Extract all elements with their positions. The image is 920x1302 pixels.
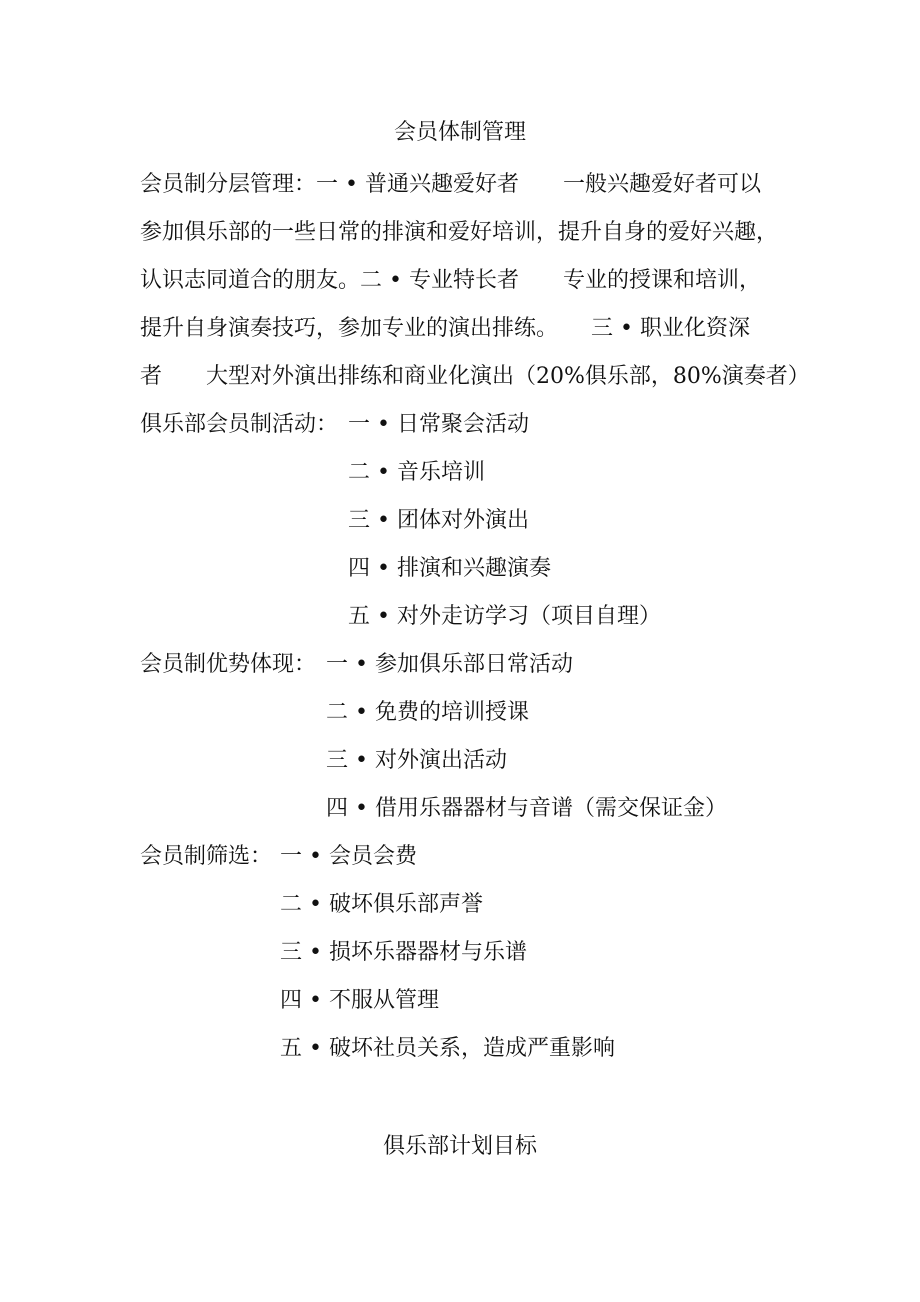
list-item: 五 • 对外走访学习（项目自理） [348, 604, 661, 629]
list-item: 二 • 免费的培训授课 [326, 700, 529, 725]
paragraph-line: 提升自身演奏技巧，参加专业的演出排练。 三 • 职业化资深 [140, 316, 750, 341]
list-item: 四 • 不服从管理 [280, 988, 439, 1013]
section-heading: 俱乐部计划目标 [382, 1134, 537, 1159]
paragraph-line: 参加俱乐部的一些日常的排演和爱好培训，提升自身的爱好兴趣， [140, 220, 779, 245]
list-item: 二 • 音乐培训 [348, 460, 485, 485]
list-item: 四 • 排演和兴趣演奏 [348, 556, 551, 581]
activities-label: 俱乐部会员制活动： [140, 412, 339, 437]
list-item: 三 • 团体对外演出 [348, 508, 529, 533]
list-item: 二 • 破坏俱乐部声誉 [280, 892, 483, 917]
list-item: 一 • 日常聚会活动 [348, 412, 529, 437]
list-item: 一 • 参加俱乐部日常活动 [326, 652, 573, 677]
paragraph-line: 者 大型对外演出排练和商业化演出（20%俱乐部，80%演奏者） [140, 364, 810, 389]
list-item: 三 • 损坏乐器器材与乐谱 [280, 940, 527, 965]
paragraph-line: 会员制分层管理：一 • 普通兴趣爱好者 一般兴趣爱好者可以 [140, 172, 761, 197]
document-title: 会员体制管理 [393, 120, 526, 145]
list-item: 三 • 对外演出活动 [326, 748, 507, 773]
list-item: 五 • 破坏社员关系，造成严重影响 [280, 1036, 615, 1061]
paragraph-line: 认识志同道合的朋友。二 • 专业特长者 专业的授课和培训， [140, 268, 761, 293]
list-item: 一 • 会员会费 [280, 844, 417, 869]
list-item: 四 • 借用乐器器材与音谱（需交保证金） [326, 796, 727, 821]
screening-label: 会员制筛选： [140, 844, 273, 869]
advantages-label: 会员制优势体现： [140, 652, 317, 677]
